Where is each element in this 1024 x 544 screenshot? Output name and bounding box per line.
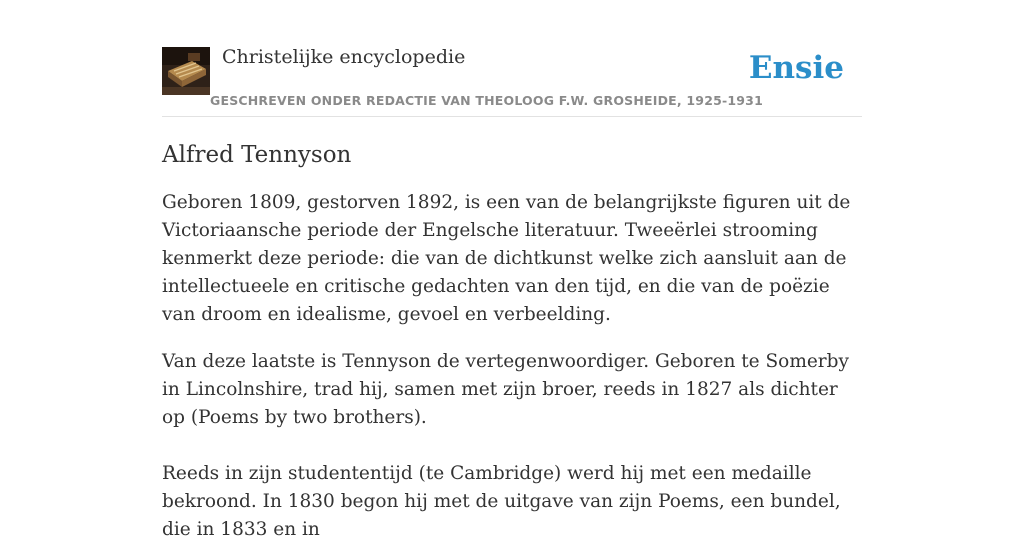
site-subtitle: GESCHREVEN ONDER REDACTIE VAN THEOLOOG F.W. GROSHEIDE, 1925-1931 (210, 93, 763, 108)
article (162, 140, 862, 544)
article-paragraph: Van deze laatste is Tennyson de vertegenwoordiger. Geboren te Somerby in Lincolnshire, trad hij, samen met zijn broer, reeds in 1827 als dichter op (Poems by two brothers). (162, 351, 849, 428)
ensie-logo-link[interactable]: Ensie (748, 50, 844, 86)
article-paragraph: Reeds in zijn studententijd (te Cambridge) werd hij met een medaille bekroond. In 1830 begon hij met de uitgave van zijn Poems, een bundel, die in 1833 en in (162, 463, 841, 540)
site-header (162, 40, 862, 117)
book-photo-icon[interactable] (162, 47, 210, 95)
site-title[interactable]: Christelijke encyclopedie (222, 46, 466, 68)
article-title: Alfred Tennyson (162, 142, 352, 168)
article-paragraph: Geboren 1809, gestorven 1892, is een van de belangrijkste figuren uit de Victoriaansche periode der Engelsche literatuur. Tweeërlei strooming kenmerkt deze periode: die van de dichtkunst welke zich aansluit aan de intellectueele en critische gedachten van den tijd, en die van de poëzie van droom en idealisme, gevoel en verbeelding. (162, 192, 851, 325)
